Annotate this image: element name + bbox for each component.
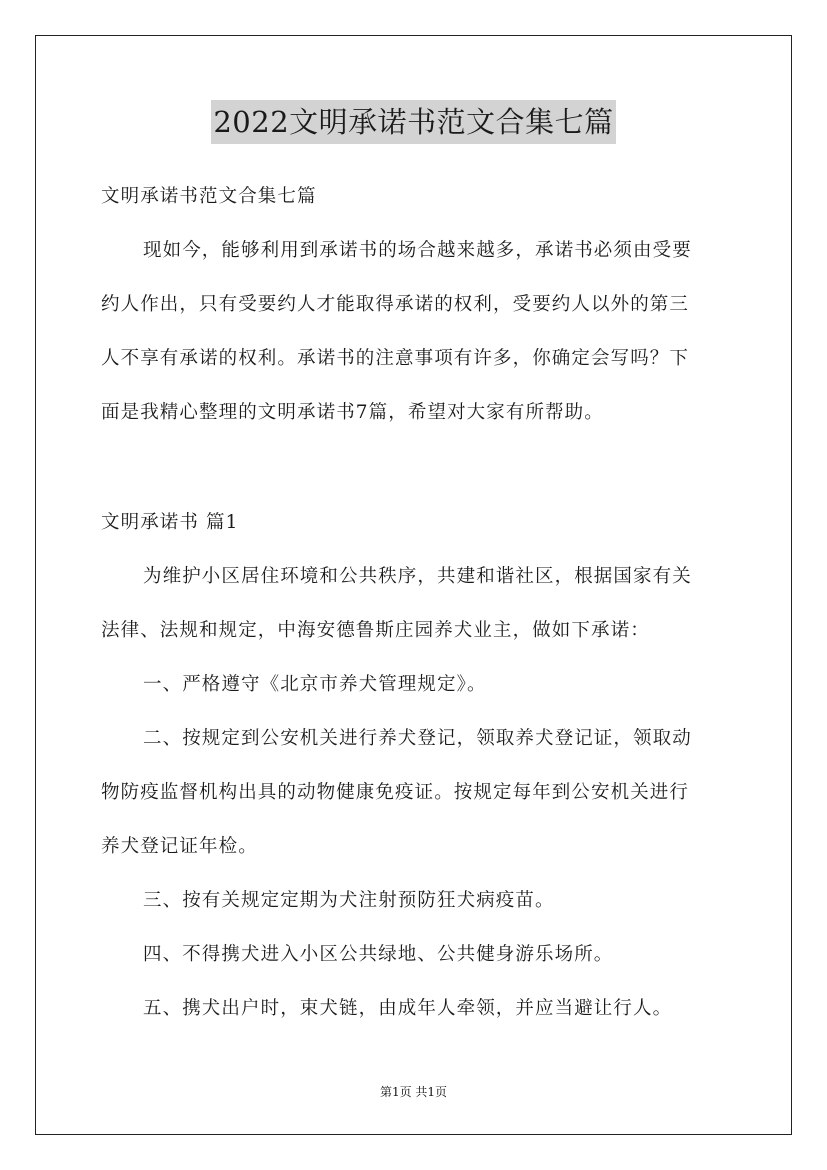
body-line-7: 三、按有关规定定期为犬注射预防狂犬病疫苗。 [143,890,555,911]
body-line-9: 五、携犬出户时，束犬链，由成年人牵领，并应当避让行人。 [143,998,673,1019]
body-line-8: 四、不得携犬进入小区公共绿地、公共健身游乐场所。 [143,944,614,965]
intro-line-1: 现如今，能够利用到承诺书的场合越来越多，承诺书必须由受要 [143,240,692,261]
intro-line-4: 面是我精心整理的文明承诺书7篇，希望对大家有所帮助。 [101,402,604,423]
intro-line-3: 人不享有承诺的权利。承诺书的注意事项有许多，你确定会写吗？下 [101,348,690,369]
body-line-5: 物防疫监督机构出具的动物健康免疫证。按规定每年到公安机关进行 [101,782,690,803]
body-line-2: 法律、法规和规定，中海安德鲁斯庄园养犬业主，做如下承诺： [101,620,650,641]
body-line-6: 养犬登记证年检。 [101,836,258,857]
body-line-1: 为维护小区居住环境和公共秩序，共建和谐社区，根据国家有关 [143,566,692,587]
page-footer: 第1页 共1页 [379,1085,448,1099]
section-heading: 文明承诺书 篇1 [101,512,239,533]
document-title: 2022文明承诺书范文合集七篇 [211,100,615,144]
body-line-4: 二、按规定到公安机关进行养犬登记，领取养犬登记证，领取动 [143,728,692,749]
body-line-3: 一、严格遵守《北京市养犬管理规定》。 [143,674,487,695]
title-container [0,100,827,144]
subtitle: 文明承诺书范文合集七篇 [101,186,317,207]
intro-line-2: 约人作出，只有受要约人才能取得承诺的权利，受要约人以外的第三 [101,294,690,315]
